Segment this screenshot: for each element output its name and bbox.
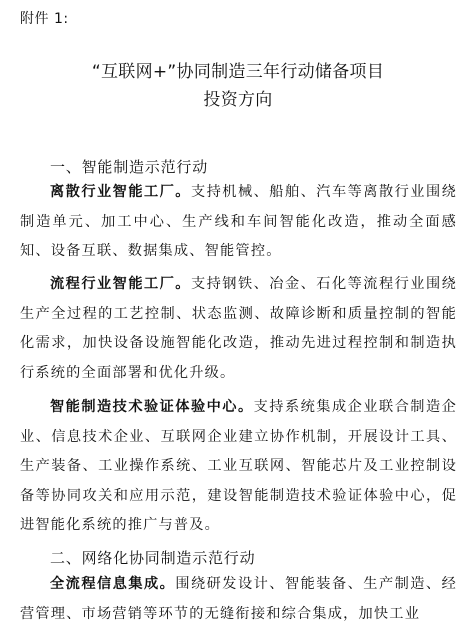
paragraph-verification-center <box>20 393 457 541</box>
attachment-label: 附件 1: <box>20 11 69 27</box>
paragraph-body: 支持钢铁、冶金、石化等流程行业围绕生产全过程的工艺控制、状态监测、故障诊断和质量控制的智能化需求，加快设备设施智能化改造，推动先进过程控制和制造执行系统的全面部署和优化升级。 <box>20 276 457 381</box>
paragraph-lead: 流程行业智能工厂。 <box>50 276 191 292</box>
paragraph-lead: 全流程信息集成。 <box>50 576 176 592</box>
paragraph-lead: 智能制造技术验证体验中心。 <box>50 399 254 415</box>
section-heading-1: 一、智能制造示范行动 <box>50 158 209 176</box>
paragraph-lead: 离散行业智能工厂。 <box>50 184 191 200</box>
paragraph-body: 支持系统集成企业联合制造企业、信息技术企业、互联网企业建立协作机制，开展设计工具、生产装备、工业操作系统、工业互联网、智能芯片及工业控制设备等协同攻关和应用示范，建设智能制造技术验证体验中心，促进智能化系统的推广与普及。 <box>20 399 457 534</box>
paragraph-discrete-smart-factory <box>20 178 457 267</box>
document-title-line-2: 投资方向 <box>203 90 273 110</box>
document-title-line-1: “互联网+”协同制造三年行动储备项目 <box>91 62 385 82</box>
section-heading-2: 二、网络化协同制造示范行动 <box>50 549 256 567</box>
paragraph-process-smart-factory <box>20 270 457 388</box>
paragraph-info-integration <box>20 570 457 627</box>
paragraph-body: 围绕研发设计、智能装备、生产制造、经营管理、市场营销等环节的无缝衔接和综合集成，加快工业 <box>20 576 457 622</box>
paragraph-body: 支持机械、船舶、汽车等离散行业围绕制造单元、加工中心、生产线和车间智能化改造，推动全面感知、设备互联、数据集成、智能管控。 <box>20 184 457 260</box>
